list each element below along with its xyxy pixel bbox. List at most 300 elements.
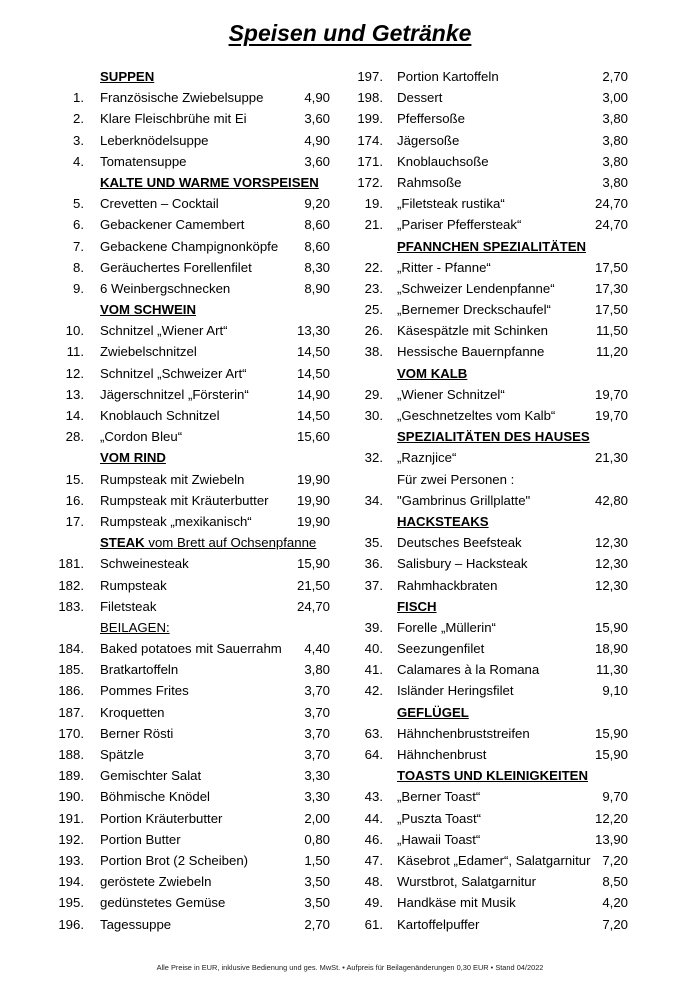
menu-item — [355, 532, 628, 553]
menu-item — [58, 808, 330, 829]
menu-item — [58, 765, 330, 786]
menu-item — [355, 278, 628, 299]
item-price: 8,60 — [304, 238, 330, 254]
item-name: Portion Butter — [100, 831, 181, 847]
item-price: 11,50 — [595, 323, 628, 339]
menu-item — [58, 723, 330, 744]
section-heading-label: SUPPEN — [100, 69, 155, 84]
section-heading-label: HACKSTEAKS — [397, 513, 489, 529]
item-price: 24,70 — [594, 196, 628, 212]
item-number: 188. — [58, 747, 84, 762]
menu-item — [355, 299, 628, 320]
item-price: 15,90 — [594, 619, 628, 635]
item-name: Seezungenfilet — [397, 641, 485, 657]
item-name: Käsebrot „Edamer“, Salatgarnitur — [397, 852, 591, 868]
menu-item — [58, 490, 330, 511]
item-name: Portion Kräuterbutter — [100, 810, 223, 826]
menu-item — [355, 469, 628, 490]
item-name: „Wiener Schnitzel“ — [397, 386, 505, 402]
section-heading — [58, 66, 330, 87]
menu-item — [58, 214, 330, 235]
menu-item — [58, 786, 330, 807]
item-price: 13,90 — [594, 831, 628, 847]
item-name: Berner Rösti — [100, 725, 174, 741]
item-price: 21,30 — [594, 450, 628, 466]
item-number: 36. — [364, 556, 383, 572]
item-number: 44. — [364, 810, 383, 826]
item-price: 11,30 — [595, 662, 628, 678]
item-name: „Bernemer Dreckschaufel“ — [397, 302, 551, 318]
menu-item — [355, 405, 628, 426]
item-number: 4. — [73, 153, 84, 169]
menu-item — [355, 108, 628, 129]
item-number: 186. — [58, 683, 84, 699]
item-number: 187. — [58, 704, 84, 720]
item-name: Gebackene Champignonköpfe — [100, 238, 279, 254]
item-number: 29. — [364, 386, 383, 402]
item-name: „Raznjice“ — [397, 450, 457, 466]
item-price: 9,10 — [602, 683, 628, 699]
item-name: Klare Fleischbrühe mit Ei — [100, 111, 247, 127]
menu-item — [58, 680, 330, 701]
item-name: Deutsches Beefsteak — [397, 535, 522, 551]
item-price: 7,20 — [602, 852, 628, 868]
menu-item — [58, 363, 330, 384]
item-price: 12,30 — [594, 535, 628, 551]
section-heading — [58, 447, 330, 468]
menu-item — [355, 320, 628, 341]
item-number: 47. — [364, 852, 383, 868]
item-number: 12. — [65, 365, 84, 381]
item-number: 26. — [364, 323, 383, 339]
item-number: 9. — [73, 280, 84, 296]
item-name: Rumpsteak — [100, 577, 167, 593]
item-number: 30. — [364, 408, 383, 423]
item-name: Böhmische Knödel — [100, 789, 210, 805]
menu-item — [58, 108, 330, 129]
menu-item — [355, 193, 628, 214]
item-name: Schweinesteak — [100, 556, 189, 572]
item-name: Isländer Heringsfilet — [397, 683, 514, 699]
item-number: 182. — [58, 577, 84, 593]
section-heading — [355, 236, 628, 257]
item-price: 19,90 — [296, 513, 330, 529]
item-number: 191. — [58, 810, 84, 826]
item-price: 12,30 — [594, 577, 628, 593]
item-name: Filetsteak — [100, 598, 157, 614]
item-price: 2,00 — [304, 810, 330, 826]
item-price: 15,90 — [594, 725, 628, 741]
item-price: 3,00 — [602, 90, 628, 106]
item-name: „Hawaii Toast“ — [397, 831, 481, 847]
item-name: Kartoffelpuffer — [397, 916, 480, 932]
item-number: 195. — [58, 895, 84, 911]
item-number: 3. — [73, 132, 84, 148]
menu-item — [58, 575, 330, 596]
menu-item — [355, 850, 628, 871]
section-heading — [355, 426, 628, 447]
item-number: 61. — [364, 916, 383, 932]
item-name: Rahmhackbraten — [397, 577, 498, 593]
item-number: 190. — [58, 789, 84, 805]
item-name: Calamares à la Romana — [397, 662, 540, 678]
menu-item — [355, 871, 628, 892]
item-price: 21,50 — [296, 577, 330, 593]
section-heading — [58, 299, 330, 320]
item-number: 64. — [364, 747, 383, 762]
item-price: 4,20 — [602, 895, 628, 911]
item-price: 3,80 — [602, 111, 628, 127]
menu-item — [58, 850, 330, 871]
section-heading-label: TOASTS UND KLEINIGKEITEN — [397, 768, 588, 784]
item-number: 49. — [364, 895, 383, 911]
item-name: Dessert — [397, 90, 443, 106]
item-price: 14,50 — [296, 344, 330, 360]
menu-item — [58, 236, 330, 257]
item-name: Leberknödelsuppe — [100, 132, 209, 148]
item-name: geröstete Zwiebeln — [100, 874, 212, 890]
menu-item — [58, 871, 330, 892]
menu-title: Speisen und Getränke — [228, 20, 472, 46]
menu-item — [58, 320, 330, 341]
item-number: 37. — [364, 577, 383, 593]
item-number: 5. — [73, 196, 84, 212]
item-price: 4,40 — [304, 641, 330, 657]
item-price: 3,50 — [304, 874, 330, 890]
section-heading-label: KALTE UND WARME VORSPEISEN — [100, 174, 319, 190]
item-number: 25. — [364, 302, 383, 318]
item-name: Portion Kartoffeln — [397, 69, 499, 84]
menu-column-left — [58, 66, 330, 935]
item-name: Handkäse mit Musik — [397, 895, 516, 911]
item-price: 2,70 — [304, 916, 330, 932]
item-number: 43. — [364, 789, 383, 805]
item-number: 183. — [58, 598, 84, 614]
item-number: 194. — [58, 874, 84, 890]
item-number: 63. — [364, 725, 383, 741]
item-number: 15. — [65, 471, 84, 487]
item-price: 3,70 — [304, 704, 330, 720]
menu-item — [58, 511, 330, 532]
item-name: Tagessuppe — [100, 916, 172, 932]
item-name: Rumpsteak „mexikanisch“ — [100, 513, 252, 529]
menu-item — [355, 384, 628, 405]
item-price: 4,90 — [304, 132, 330, 148]
item-name: „Filetsteak rustika“ — [397, 196, 505, 212]
item-number: 170. — [58, 725, 84, 741]
menu-item — [58, 405, 330, 426]
item-name: Kroquetten — [100, 704, 165, 720]
menu-item — [355, 829, 628, 850]
item-number: 11. — [66, 344, 84, 360]
menu-item — [355, 87, 628, 108]
item-number: 196. — [58, 916, 84, 932]
menu-item — [355, 575, 628, 596]
menu-item — [355, 638, 628, 659]
item-name: Portion Brot (2 Scheiben) — [100, 852, 249, 868]
item-number: 35. — [364, 535, 383, 551]
item-price: 14,50 — [296, 408, 330, 423]
menu-item — [355, 786, 628, 807]
item-number: 46. — [364, 831, 383, 847]
item-name: Schnitzel „Wiener Art“ — [100, 323, 228, 339]
section-heading — [355, 702, 628, 723]
item-price: 12,30 — [594, 556, 628, 572]
menu-item — [58, 341, 330, 362]
item-price: 19,90 — [296, 471, 330, 487]
item-name: gedünstetes Gemüse — [100, 895, 226, 911]
menu-item — [58, 193, 330, 214]
item-price: 3,60 — [304, 111, 330, 127]
section-heading — [58, 617, 330, 638]
menu-item — [355, 214, 628, 235]
item-number: 34. — [364, 492, 383, 508]
item-name: Crevetten – Cocktail — [100, 196, 219, 212]
menu-item — [355, 151, 628, 172]
menu-item — [58, 829, 330, 850]
item-price: 15,90 — [594, 747, 628, 762]
item-price: 9,20 — [304, 196, 330, 212]
item-number: 199. — [357, 111, 383, 127]
item-number: 172. — [357, 174, 383, 190]
section-heading-label: SPEZIALITÄTEN DES HAUSES — [397, 429, 590, 445]
item-number: 193. — [58, 852, 84, 868]
item-name: Wurstbrot, Salatgarnitur — [397, 874, 537, 890]
item-number: 28. — [65, 429, 84, 445]
item-number: 181. — [58, 556, 84, 572]
section-heading — [355, 363, 628, 384]
menu-item — [355, 172, 628, 193]
menu-item — [58, 744, 330, 765]
item-name: Für zwei Personen : — [397, 471, 515, 487]
item-name: „Cordon Bleu“ — [100, 429, 183, 445]
menu-column-right — [355, 66, 628, 935]
item-name: Jägersoße — [397, 132, 460, 148]
item-number: 19. — [364, 196, 383, 212]
menu-item — [355, 808, 628, 829]
menu-item — [58, 553, 330, 574]
item-name: „Ritter - Pfanne“ — [397, 259, 491, 275]
item-name: Jägerschnitzel „Försterin“ — [100, 386, 249, 402]
item-name: Knoblauchsoße — [397, 153, 489, 169]
item-name: Rumpsteak mit Zwiebeln — [100, 471, 245, 487]
section-heading — [355, 765, 628, 786]
menu-item — [355, 553, 628, 574]
item-number: 174. — [357, 132, 383, 148]
item-price: 3,30 — [304, 789, 330, 805]
item-number: 21. — [364, 217, 383, 233]
item-name: Französische Zwiebelsuppe — [100, 90, 264, 106]
item-name: Tomatensuppe — [100, 153, 187, 169]
section-heading-label — [100, 532, 316, 553]
item-price: 1,50 — [304, 852, 330, 868]
menu-item — [58, 469, 330, 490]
item-price: 19,70 — [594, 386, 628, 402]
item-price: 12,20 — [594, 810, 628, 826]
item-number: 192. — [58, 831, 84, 847]
item-price: 19,90 — [296, 492, 330, 508]
section-heading — [355, 511, 628, 532]
item-number: 14. — [65, 408, 84, 423]
item-price: 3,70 — [304, 725, 330, 741]
menu-item — [58, 659, 330, 680]
item-price: 15,90 — [296, 556, 330, 572]
footer-note: Alle Preise in EUR, inklusive Bedienung und ges. MwSt. • Aufpreis für Beilagenänderungen 0,30 EUR • Stand 04/2022 — [156, 963, 544, 972]
item-price: 13,30 — [296, 323, 330, 339]
item-name: Forelle „Müllerin“ — [397, 619, 496, 635]
item-number: 185. — [58, 662, 84, 678]
item-name: Schnitzel „Schweizer Art“ — [100, 365, 247, 381]
item-name: „Berner Toast“ — [397, 789, 481, 805]
item-name: Baked potatoes mit Sauerrahm — [100, 641, 282, 657]
item-number: 38. — [364, 344, 383, 360]
item-price: 0,80 — [304, 831, 330, 847]
item-name: Hessische Bauernpfanne — [397, 344, 545, 360]
item-price: 14,50 — [296, 365, 330, 381]
item-price: 3,80 — [602, 174, 628, 190]
item-number: 197. — [357, 69, 383, 84]
item-price: 3,30 — [304, 768, 330, 784]
item-name: „Geschnetzeltes vom Kalb“ — [397, 408, 556, 423]
item-price: 3,70 — [304, 747, 330, 762]
item-name: Käsespätzle mit Schinken — [397, 323, 548, 339]
item-price: 3,80 — [602, 153, 628, 169]
section-heading-label: VOM RIND — [100, 450, 166, 466]
menu-item — [355, 659, 628, 680]
item-price: 8,30 — [304, 259, 330, 275]
item-price: 42,80 — [594, 492, 628, 508]
item-name: „Puszta Toast“ — [397, 810, 482, 826]
menu-item — [58, 278, 330, 299]
item-price: 17,50 — [594, 259, 628, 275]
menu-item — [58, 151, 330, 172]
item-name: 6 Weinbergschnecken — [100, 280, 231, 296]
item-price: 17,30 — [594, 280, 628, 296]
section-heading-label: FISCH — [397, 598, 437, 614]
item-name: Hähnchenbrust — [397, 747, 487, 762]
item-price: 7,20 — [602, 916, 628, 932]
menu-item — [355, 257, 628, 278]
item-name: Salisbury – Hacksteak — [397, 556, 528, 572]
section-heading-label: VOM KALB — [397, 365, 468, 381]
menu-item — [355, 490, 628, 511]
item-price: 3,80 — [602, 132, 628, 148]
section-heading — [355, 596, 628, 617]
item-number: 22. — [364, 259, 383, 275]
item-price: 3,70 — [304, 683, 330, 699]
menu-item — [355, 341, 628, 362]
item-number: 13. — [65, 386, 84, 402]
item-number: 7. — [73, 238, 84, 254]
item-number: 48. — [364, 874, 383, 890]
item-number: 39. — [364, 619, 383, 635]
item-number: 17. — [65, 513, 84, 529]
section-heading — [58, 172, 330, 193]
item-number: 189. — [58, 768, 84, 784]
item-price: 15,60 — [296, 429, 330, 445]
item-number: 2. — [73, 111, 84, 127]
menu-item — [355, 66, 628, 87]
menu-item — [58, 914, 330, 935]
item-price: 3,50 — [304, 895, 330, 911]
item-name: Pommes Frites — [100, 683, 189, 699]
item-price: 11,20 — [595, 344, 628, 360]
item-name: Gebackener Camembert — [100, 217, 245, 233]
item-price: 3,80 — [304, 662, 330, 678]
item-price: 8,60 — [304, 217, 330, 233]
menu-item — [355, 723, 628, 744]
menu-item — [58, 702, 330, 723]
menu-item — [58, 257, 330, 278]
item-number: 42. — [364, 683, 383, 699]
item-name: Geräuchertes Forellenfilet — [100, 259, 252, 275]
menu-item — [355, 130, 628, 151]
menu-item — [355, 680, 628, 701]
section-heading-sub: vom Brett auf Ochsenpfanne — [144, 535, 317, 551]
menu-item — [355, 914, 628, 935]
item-price: 8,90 — [304, 280, 330, 296]
item-number: 10. — [65, 323, 84, 339]
section-heading-label: VOM SCHWEIN — [100, 302, 196, 318]
menu-item — [58, 892, 330, 913]
item-name: „Pariser Pfeffersteak“ — [397, 217, 522, 233]
section-heading-main: STEAK — [100, 535, 145, 551]
item-number: 198. — [357, 90, 383, 106]
menu-item — [58, 596, 330, 617]
item-name: Rumpsteak mit Kräuterbutter — [100, 492, 269, 508]
item-name: Spätzle — [100, 747, 144, 762]
item-name: "Gambrinus Grillplatte" — [397, 492, 531, 508]
item-price: 19,70 — [594, 408, 628, 423]
menu-item — [58, 638, 330, 659]
item-price: 24,70 — [296, 598, 330, 614]
menu-item — [355, 892, 628, 913]
item-price: 8,50 — [602, 874, 628, 890]
item-number: 32. — [364, 450, 383, 466]
item-name: Hähnchenbruststreifen — [397, 725, 530, 741]
item-price: 2,70 — [602, 69, 628, 84]
item-price: 4,90 — [304, 90, 330, 106]
item-name: Gemischter Salat — [100, 768, 202, 784]
item-number: 6. — [73, 217, 84, 233]
item-name: Knoblauch Schnitzel — [100, 408, 220, 423]
item-price: 3,60 — [304, 153, 330, 169]
section-heading-label: BEILAGEN: — [100, 619, 170, 635]
menu-item — [355, 617, 628, 638]
item-name: Pfeffersoße — [397, 111, 465, 127]
item-price: 18,90 — [594, 641, 628, 657]
item-number: 8. — [73, 259, 84, 275]
section-heading-label: PFANNCHEN SPEZIALITÄTEN — [397, 238, 587, 254]
item-name: Zwiebelschnitzel — [100, 344, 197, 360]
item-name: Rahmsoße — [397, 174, 462, 190]
item-name: „Schweizer Lendenpfanne“ — [397, 280, 555, 296]
menu-item — [58, 130, 330, 151]
section-heading-label: GEFLÜGEL — [397, 704, 469, 720]
section-heading — [58, 532, 330, 553]
item-number: 40. — [364, 641, 383, 657]
item-price: 14,90 — [296, 386, 330, 402]
menu-item — [58, 426, 330, 447]
item-number: 184. — [58, 641, 84, 657]
menu-item — [355, 447, 628, 468]
item-number: 171. — [357, 153, 383, 169]
item-name: Bratkartoffeln — [100, 662, 179, 678]
item-price: 9,70 — [602, 789, 628, 805]
item-price: 17,50 — [594, 302, 628, 318]
menu-item — [58, 384, 330, 405]
item-price: 24,70 — [594, 217, 628, 233]
